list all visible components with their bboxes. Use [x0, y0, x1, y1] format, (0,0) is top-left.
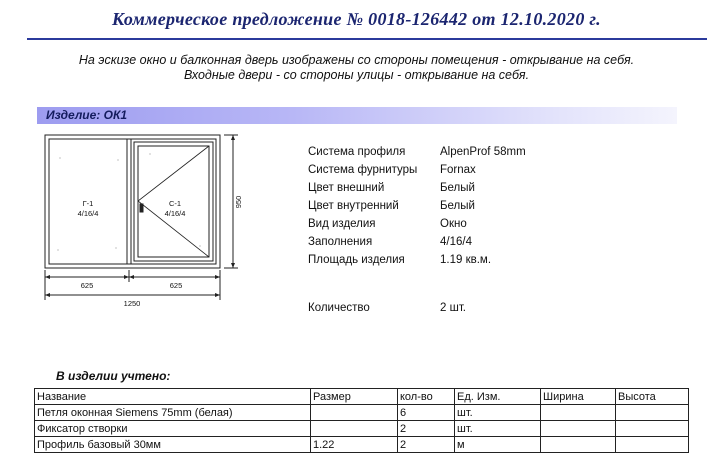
left-sash-name: Г-1 [82, 199, 94, 208]
orientation-notes [0, 53, 713, 83]
column-header-qty: кол-во [398, 389, 455, 405]
spec-label: Площадь изделия [308, 254, 405, 266]
column-header-height: Высота [616, 389, 689, 405]
spec-label: Система профиля [308, 146, 406, 158]
spec-label: Цвет внутренний [308, 200, 399, 212]
glazing-mark [115, 247, 116, 248]
glazing-mark [59, 157, 60, 158]
spec-value: Белый [440, 182, 475, 194]
spec-row-outer-color [308, 179, 668, 197]
arrow-left-b [45, 293, 50, 297]
table-header-row [35, 389, 689, 405]
right-sash-glass: 4/16/4 [164, 209, 186, 218]
table-row [35, 421, 689, 437]
left-sash-glass: 4/16/4 [77, 209, 99, 218]
table-cell [541, 437, 616, 453]
arrow-mid-b [129, 275, 134, 279]
included-heading: В изделии учтено: [56, 369, 171, 383]
glazing-mark [117, 159, 118, 160]
item-specs [308, 143, 668, 269]
dim-right-width: 625 [169, 281, 183, 290]
spec-row-glazing [308, 233, 668, 251]
table-cell: Петля оконная Siemens 75mm (белая) [35, 405, 311, 421]
arrow-top [231, 135, 235, 140]
spec-label: Заполнения [308, 236, 373, 248]
dim-left-width: 625 [80, 281, 94, 290]
arrow-left-a [45, 275, 50, 279]
spec-label: Вид изделия [308, 218, 376, 230]
note-line-2: Входные двери - со стороны улицы - открывание на себя. [183, 68, 530, 82]
spec-row-hardware-system [308, 161, 668, 179]
table-cell: шт. [455, 405, 541, 421]
outer-frame [45, 135, 220, 268]
spec-value: Fornax [440, 164, 476, 176]
table-cell [616, 437, 689, 453]
item-header-bar [37, 107, 677, 124]
spec-value: Белый [440, 200, 475, 212]
dim-total-width: 1250 [123, 299, 141, 308]
column-header-size: Размер [311, 389, 398, 405]
note-line-1: На эскизе окно и балконная дверь изображены со стороны помещения - открывание на себя. [78, 53, 635, 67]
title-divider [27, 38, 707, 40]
spec-value: AlpenProf 58mm [440, 146, 526, 158]
table-cell: 2 [398, 421, 455, 437]
column-header-width: Ширина [541, 389, 616, 405]
arrow-bottom [231, 263, 235, 268]
materials-table [34, 388, 689, 453]
spec-value: 4/16/4 [440, 236, 472, 248]
quantity-value: 2 шт. [440, 302, 467, 314]
table-cell [311, 405, 398, 421]
table-cell: 6 [398, 405, 455, 421]
glazing-mark [57, 249, 58, 250]
table-cell [616, 421, 689, 437]
item-header-label: Изделие: ОК1 [46, 108, 128, 122]
column-header-unit: Ед. Изм. [455, 389, 541, 405]
window-sketch [30, 130, 245, 310]
table-cell [616, 405, 689, 421]
spec-row-inner-color [308, 197, 668, 215]
spec-label: Цвет внешний [308, 182, 385, 194]
table-cell: Профиль базовый 30мм [35, 437, 311, 453]
table-cell: Фиксатор створки [35, 421, 311, 437]
table-row [35, 437, 689, 453]
spec-row-area [308, 251, 668, 269]
spec-label: Система фурнитуры [308, 164, 418, 176]
inner-frame [49, 139, 216, 264]
dim-height: 950 [234, 195, 243, 209]
arrow-right-a [215, 275, 220, 279]
table-cell: 1.22 [311, 437, 398, 453]
table-cell: м [455, 437, 541, 453]
table-cell [311, 421, 398, 437]
glazing-mark [199, 245, 200, 246]
spec-row-profile-system [308, 143, 668, 161]
right-sash-name: С-1 [168, 199, 182, 208]
handle-icon [140, 204, 143, 212]
column-header-name: Название [35, 389, 311, 405]
arrow-mid-a [124, 275, 129, 279]
table-cell: шт. [455, 421, 541, 437]
materials-table-body [35, 389, 689, 453]
table-cell: 2 [398, 437, 455, 453]
quantity-label: Количество [308, 302, 370, 314]
spec-row-product-type [308, 215, 668, 233]
dotted-separator [308, 323, 408, 325]
glazing-mark [149, 153, 150, 154]
spec-value: 1.19 кв.м. [440, 254, 492, 266]
table-row [35, 405, 689, 421]
table-cell [541, 421, 616, 437]
arrow-right-b [215, 293, 220, 297]
proposal-title: Коммерческое предложение № 0018-126442 от 12.10.2020 г. [112, 9, 601, 29]
table-cell [541, 405, 616, 421]
spec-value: Окно [440, 218, 467, 230]
